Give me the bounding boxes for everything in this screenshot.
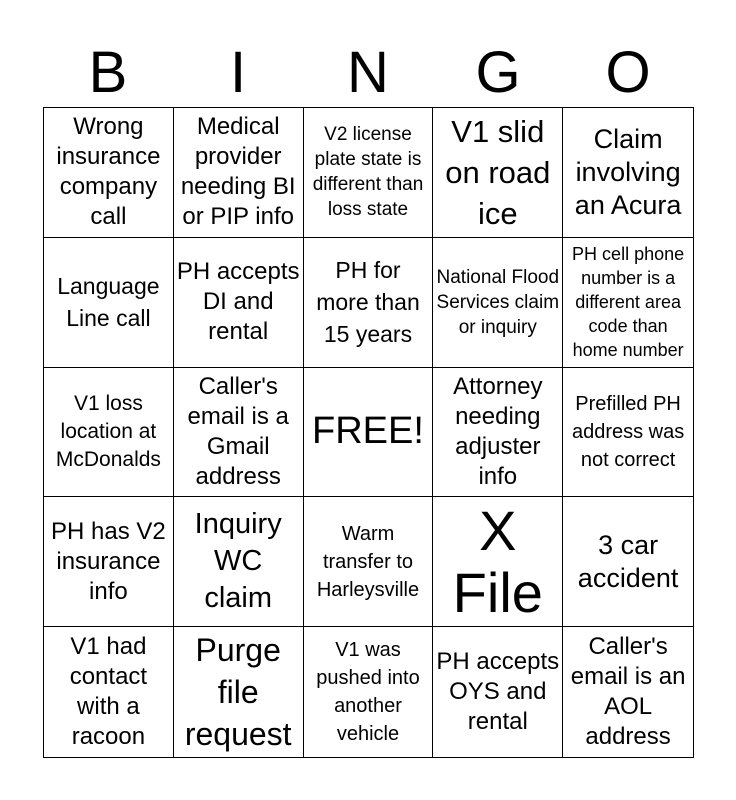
bingo-cell[interactable]: Wrong insurance company call (44, 108, 174, 238)
bingo-letter-g: G (475, 40, 521, 105)
bingo-cell[interactable]: Attorney needing adjuster info (433, 368, 563, 498)
bingo-cell[interactable]: Warm transfer to Harleysville (304, 497, 434, 627)
bingo-cell[interactable]: Caller's email is an AOL address (570, 633, 686, 751)
bingo-cell[interactable]: Caller's email is a Gmail address (174, 368, 304, 498)
bingo-cell[interactable]: Purge file request (174, 627, 304, 757)
bingo-cell[interactable]: Prefilled PH address was not correct (563, 368, 693, 498)
bingo-letter-n: N (347, 40, 389, 105)
bingo-cell[interactable]: PH for more than 15 years (304, 238, 434, 368)
bingo-cell[interactable]: Inquiry WC claim (174, 497, 304, 627)
bingo-cell[interactable]: V1 loss location at McDonalds (44, 368, 174, 498)
bingo-cell[interactable]: V2 license plate state is different than loss state (304, 108, 434, 238)
bingo-cell[interactable]: PH accepts DI and rental (174, 238, 304, 368)
bingo-letter-b: B (88, 40, 128, 105)
bingo-letter-i: I (229, 40, 247, 105)
bingo-cell[interactable]: Claim involving an Acura (563, 108, 693, 238)
bingo-cell[interactable]: Medical provider needing BI or PIP info (174, 108, 304, 238)
bingo-header (43, 40, 693, 106)
bingo-cell[interactable]: National Flood Services claim or inquiry (433, 238, 563, 368)
bingo-cell[interactable]: V1 slid on road ice (433, 108, 563, 238)
bingo-board (43, 107, 694, 758)
bingo-cell[interactable]: 3 car accident (563, 497, 693, 627)
bingo-cell[interactable]: V1 had contact with a racoon (44, 627, 174, 757)
bingo-letter-o: O (605, 40, 651, 105)
bingo-cell[interactable]: V1 was pushed into another vehicle (304, 627, 434, 757)
bingo-free-cell[interactable]: FREE! (304, 368, 434, 498)
bingo-cell[interactable]: PH has V2 insurance info (44, 497, 174, 627)
bingo-cell[interactable]: Language Line call (44, 238, 174, 368)
bingo-cell[interactable]: PH accepts OYS and rental (433, 627, 563, 757)
bingo-cell[interactable]: PH cell phone number is a different area code than home number (563, 238, 693, 368)
bingo-cell[interactable]: X File (433, 497, 563, 627)
